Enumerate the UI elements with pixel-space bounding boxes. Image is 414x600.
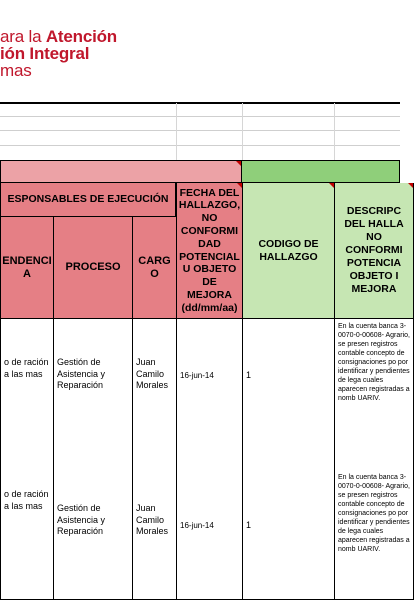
comment-indicator-icon (236, 161, 241, 166)
entity-logo (0, 24, 400, 84)
header-label: CARG O (138, 254, 171, 280)
row-divider (0, 116, 400, 117)
cell-text: 1 (246, 370, 252, 380)
cell-fecha[interactable] (176, 319, 243, 432)
header-label: PROCESO (65, 261, 121, 273)
cell-cargo[interactable] (132, 431, 177, 600)
cell-descripcion[interactable] (334, 319, 414, 432)
header-label: ESPONSABLES DE EJECUCIÓN (7, 193, 169, 205)
cell-descripcion[interactable] (334, 431, 414, 600)
group-band-hallazgo[interactable] (242, 160, 400, 183)
column-divider (176, 103, 177, 160)
cell-text: 16-jun-14 (180, 521, 214, 530)
column-divider (242, 103, 243, 160)
row-divider (0, 130, 400, 131)
header-codigo[interactable] (242, 183, 335, 319)
cell-proceso[interactable] (53, 431, 133, 600)
cell-fecha[interactable] (176, 431, 243, 600)
header-label: ENDENCI A (2, 254, 52, 280)
cell-text: En la cuenta banca 3-0070-0-00608- Agrario, se presen registros contable concepto de consignaciones po por identificar y pendientes de lega cuales aparecen registradas a nomb UARIV. (338, 323, 410, 402)
cell-text: o de ración a las mas (4, 489, 49, 511)
cell-text: Juan Camilo Morales (136, 503, 169, 536)
header-label: FECHA DEL HALLAZGO, NO CONFORMI DAD POTENCIAL U OBJETO DE MEJORA (dd/mm/aa) (178, 186, 241, 314)
logo-line-2: ión Integral (0, 44, 90, 63)
cell-text: Gestión de Asistencia y Reparación (57, 357, 106, 390)
logo-line-3: mas (0, 61, 32, 80)
group-band-plan[interactable] (0, 160, 242, 183)
header-cargo[interactable] (132, 216, 177, 319)
comment-indicator-icon (408, 183, 413, 188)
cell-text: 16-jun-14 (180, 371, 214, 380)
header-fecha[interactable] (176, 183, 243, 319)
cell-codigo[interactable] (242, 431, 335, 600)
header-dependencia[interactable] (0, 216, 54, 319)
column-divider (334, 103, 335, 160)
header-responsables[interactable] (0, 183, 176, 217)
cell-codigo[interactable] (242, 319, 335, 432)
row-divider (0, 145, 400, 146)
header-label: CODIGO DE HALLAZGO (258, 237, 319, 263)
cell-dependencia[interactable] (0, 431, 54, 600)
cell-text: En la cuenta banca 3-0070-0-00608- Agrario, se presen registros contable concepto de consignaciones po por identificar y pendientes de lega cuales aparecen registradas a nomb UARIV. (338, 474, 410, 553)
cell-proceso[interactable] (53, 319, 133, 432)
cell-dependencia[interactable] (0, 319, 54, 432)
cell-text: 1 (246, 520, 252, 530)
cell-text: o de ración a las mas (4, 357, 49, 379)
cell-text: Gestión de Asistencia y Reparación (57, 503, 106, 536)
row-divider (0, 102, 400, 104)
header-proceso[interactable] (53, 216, 133, 319)
header-descripcion[interactable] (334, 183, 414, 319)
header-label: DESCRIPC DEL HALLA NO CONFORMI POTENCIA OBJETO I MEJORA (344, 205, 404, 295)
cell-text: Juan Camilo Morales (136, 357, 169, 390)
cell-cargo[interactable] (132, 319, 177, 432)
logo-line-1: ara la Atención (0, 27, 117, 46)
